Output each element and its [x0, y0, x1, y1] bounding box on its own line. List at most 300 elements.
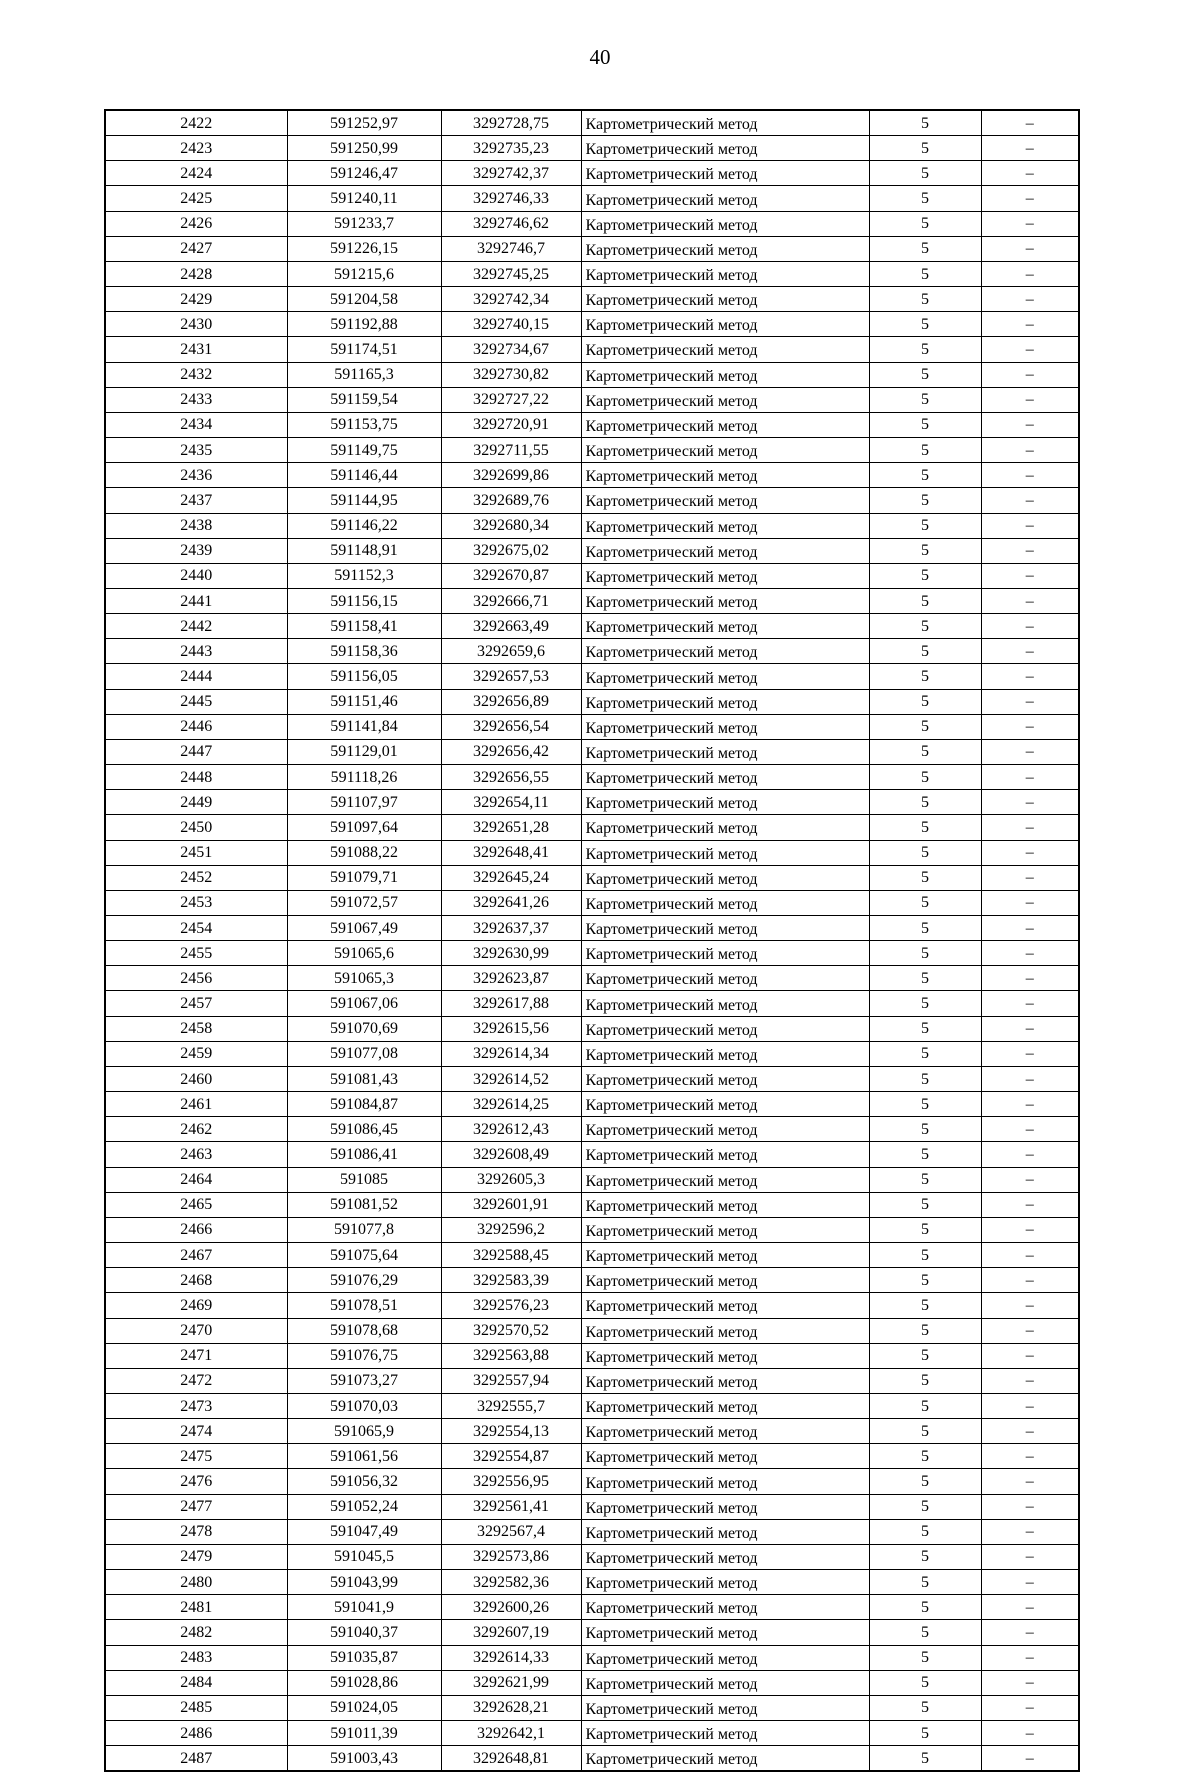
accuracy-cell: 5 [869, 1142, 981, 1167]
description-cell: – [981, 563, 1079, 588]
accuracy-cell: 5 [869, 1117, 981, 1142]
table-row [105, 588, 1079, 613]
method-cell: Картометрический метод [581, 412, 869, 437]
description-cell: – [981, 890, 1079, 915]
method-cell: Картометрический метод [581, 1293, 869, 1318]
table-row [105, 387, 1079, 412]
accuracy-cell: 5 [869, 1268, 981, 1293]
accuracy-cell: 5 [869, 614, 981, 639]
description-cell: – [981, 1117, 1079, 1142]
method-cell: Картометрический метод [581, 1268, 869, 1293]
method-cell: Картометрический метод [581, 1167, 869, 1192]
point-number-cell: 2427 [105, 236, 287, 261]
method-cell: Картометрический метод [581, 1721, 869, 1746]
method-cell: Картометрический метод [581, 865, 869, 890]
point-number-cell: 2446 [105, 714, 287, 739]
accuracy-cell: 5 [869, 337, 981, 362]
table-row [105, 1117, 1079, 1142]
table-row [105, 1016, 1079, 1041]
x-coordinate-cell: 591088,22 [287, 840, 441, 865]
table-row [105, 991, 1079, 1016]
method-cell: Картометрический метод [581, 211, 869, 236]
method-cell: Картометрический метод [581, 387, 869, 412]
point-number-cell: 2479 [105, 1544, 287, 1569]
point-number-cell: 2464 [105, 1167, 287, 1192]
x-coordinate-cell: 591152,3 [287, 563, 441, 588]
y-coordinate-cell: 3292600,26 [441, 1595, 581, 1620]
table-row [105, 1645, 1079, 1670]
table-row [105, 1041, 1079, 1066]
accuracy-cell: 5 [869, 1343, 981, 1368]
point-number-cell: 2428 [105, 261, 287, 286]
x-coordinate-cell: 591035,87 [287, 1645, 441, 1670]
method-cell: Картометрический метод [581, 1142, 869, 1167]
accuracy-cell: 5 [869, 840, 981, 865]
description-cell: – [981, 488, 1079, 513]
point-number-cell: 2467 [105, 1243, 287, 1268]
accuracy-cell: 5 [869, 186, 981, 211]
description-cell: – [981, 312, 1079, 337]
table-row [105, 1620, 1079, 1645]
description-cell: – [981, 941, 1079, 966]
accuracy-cell: 5 [869, 1066, 981, 1091]
point-number-cell: 2435 [105, 438, 287, 463]
x-coordinate-cell: 591156,15 [287, 588, 441, 613]
description-cell: – [981, 865, 1079, 890]
accuracy-cell: 5 [869, 463, 981, 488]
method-cell: Картометрический метод [581, 161, 869, 186]
y-coordinate-cell: 3292641,26 [441, 890, 581, 915]
y-coordinate-cell: 3292617,88 [441, 991, 581, 1016]
accuracy-cell: 5 [869, 412, 981, 437]
point-number-cell: 2452 [105, 865, 287, 890]
table-row [105, 966, 1079, 991]
x-coordinate-cell: 591041,9 [287, 1595, 441, 1620]
method-cell: Картометрический метод [581, 110, 869, 136]
table-row [105, 563, 1079, 588]
description-cell: – [981, 161, 1079, 186]
point-number-cell: 2440 [105, 563, 287, 588]
y-coordinate-cell: 3292656,54 [441, 714, 581, 739]
table-row [105, 1293, 1079, 1318]
point-number-cell: 2465 [105, 1192, 287, 1217]
point-number-cell: 2439 [105, 538, 287, 563]
table-row [105, 211, 1079, 236]
y-coordinate-cell: 3292746,33 [441, 186, 581, 211]
method-cell: Картометрический метод [581, 1519, 869, 1544]
description-cell: – [981, 1268, 1079, 1293]
table-row [105, 765, 1079, 790]
description-cell: – [981, 815, 1079, 840]
point-number-cell: 2471 [105, 1343, 287, 1368]
y-coordinate-cell: 3292670,87 [441, 563, 581, 588]
point-number-cell: 2466 [105, 1217, 287, 1242]
method-cell: Картометрический метод [581, 1419, 869, 1444]
page-number: 40 [589, 45, 611, 69]
table-row [105, 840, 1079, 865]
y-coordinate-cell: 3292628,21 [441, 1695, 581, 1720]
description-cell: – [981, 1041, 1079, 1066]
y-coordinate-cell: 3292657,53 [441, 664, 581, 689]
table-row [105, 1142, 1079, 1167]
accuracy-cell: 5 [869, 865, 981, 890]
x-coordinate-cell: 591070,03 [287, 1393, 441, 1418]
point-number-cell: 2443 [105, 639, 287, 664]
accuracy-cell: 5 [869, 765, 981, 790]
accuracy-cell: 5 [869, 161, 981, 186]
accuracy-cell: 5 [869, 211, 981, 236]
description-cell: – [981, 991, 1079, 1016]
x-coordinate-cell: 591084,87 [287, 1092, 441, 1117]
method-cell: Картометрический метод [581, 966, 869, 991]
table-row [105, 1092, 1079, 1117]
table-row [105, 1570, 1079, 1595]
table-row [105, 1243, 1079, 1268]
y-coordinate-cell: 3292588,45 [441, 1243, 581, 1268]
x-coordinate-cell: 591047,49 [287, 1519, 441, 1544]
x-coordinate-cell: 591078,51 [287, 1293, 441, 1318]
accuracy-cell: 5 [869, 1368, 981, 1393]
description-cell: – [981, 362, 1079, 387]
description-cell: – [981, 1016, 1079, 1041]
point-number-cell: 2483 [105, 1645, 287, 1670]
accuracy-cell: 5 [869, 1016, 981, 1041]
method-cell: Картометрический метод [581, 689, 869, 714]
table-row [105, 689, 1079, 714]
point-number-cell: 2436 [105, 463, 287, 488]
y-coordinate-cell: 3292720,91 [441, 412, 581, 437]
accuracy-cell: 5 [869, 588, 981, 613]
table-row [105, 1217, 1079, 1242]
x-coordinate-cell: 591146,22 [287, 513, 441, 538]
description-cell: – [981, 412, 1079, 437]
x-coordinate-cell: 591075,64 [287, 1243, 441, 1268]
point-number-cell: 2434 [105, 412, 287, 437]
x-coordinate-cell: 591056,32 [287, 1469, 441, 1494]
y-coordinate-cell: 3292746,7 [441, 236, 581, 261]
accuracy-cell: 5 [869, 1393, 981, 1418]
y-coordinate-cell: 3292651,28 [441, 815, 581, 840]
method-cell: Картометрический метод [581, 1620, 869, 1645]
y-coordinate-cell: 3292727,22 [441, 387, 581, 412]
description-cell: – [981, 236, 1079, 261]
point-number-cell: 2486 [105, 1721, 287, 1746]
accuracy-cell: 5 [869, 513, 981, 538]
method-cell: Картометрический метод [581, 840, 869, 865]
method-cell: Картометрический метод [581, 815, 869, 840]
x-coordinate-cell: 591226,15 [287, 236, 441, 261]
description-cell: – [981, 1293, 1079, 1318]
table-row [105, 261, 1079, 286]
point-number-cell: 2457 [105, 991, 287, 1016]
method-cell: Картометрический метод [581, 261, 869, 286]
table-row [105, 463, 1079, 488]
point-number-cell: 2456 [105, 966, 287, 991]
coordinates-table-body [105, 110, 1079, 1771]
point-number-cell: 2458 [105, 1016, 287, 1041]
description-cell: – [981, 1469, 1079, 1494]
accuracy-cell: 5 [869, 312, 981, 337]
table-row [105, 186, 1079, 211]
point-number-cell: 2480 [105, 1570, 287, 1595]
x-coordinate-cell: 591148,91 [287, 538, 441, 563]
method-cell: Картометрический метод [581, 1645, 869, 1670]
method-cell: Картометрический метод [581, 438, 869, 463]
x-coordinate-cell: 591086,45 [287, 1117, 441, 1142]
table-row [105, 236, 1079, 261]
x-coordinate-cell: 591252,97 [287, 110, 441, 136]
point-number-cell: 2463 [105, 1142, 287, 1167]
table-row [105, 1318, 1079, 1343]
method-cell: Картометрический метод [581, 588, 869, 613]
x-coordinate-cell: 591240,11 [287, 186, 441, 211]
point-number-cell: 2462 [105, 1117, 287, 1142]
method-cell: Картометрический метод [581, 614, 869, 639]
x-coordinate-cell: 591085 [287, 1167, 441, 1192]
table-row [105, 438, 1079, 463]
point-number-cell: 2433 [105, 387, 287, 412]
coordinates-table [104, 109, 1080, 1772]
table-row [105, 136, 1079, 161]
point-number-cell: 2474 [105, 1419, 287, 1444]
method-cell: Картометрический метод [581, 765, 869, 790]
accuracy-cell: 5 [869, 1318, 981, 1343]
accuracy-cell: 5 [869, 1494, 981, 1519]
description-cell: – [981, 211, 1079, 236]
accuracy-cell: 5 [869, 790, 981, 815]
description-cell: – [981, 1393, 1079, 1418]
method-cell: Картометрический метод [581, 488, 869, 513]
y-coordinate-cell: 3292742,37 [441, 161, 581, 186]
y-coordinate-cell: 3292656,42 [441, 739, 581, 764]
y-coordinate-cell: 3292735,23 [441, 136, 581, 161]
method-cell: Картометрический метод [581, 186, 869, 211]
y-coordinate-cell: 3292746,62 [441, 211, 581, 236]
description-cell: – [981, 1494, 1079, 1519]
x-coordinate-cell: 591146,44 [287, 463, 441, 488]
x-coordinate-cell: 591045,5 [287, 1544, 441, 1569]
y-coordinate-cell: 3292659,6 [441, 639, 581, 664]
x-coordinate-cell: 591076,75 [287, 1343, 441, 1368]
x-coordinate-cell: 591118,26 [287, 765, 441, 790]
accuracy-cell: 5 [869, 1444, 981, 1469]
description-cell: – [981, 186, 1079, 211]
point-number-cell: 2473 [105, 1393, 287, 1418]
description-cell: – [981, 1092, 1079, 1117]
accuracy-cell: 5 [869, 362, 981, 387]
y-coordinate-cell: 3292570,52 [441, 1318, 581, 1343]
table-row [105, 1519, 1079, 1544]
table-row [105, 1721, 1079, 1746]
accuracy-cell: 5 [869, 110, 981, 136]
point-number-cell: 2472 [105, 1368, 287, 1393]
method-cell: Картометрический метод [581, 1343, 869, 1368]
accuracy-cell: 5 [869, 714, 981, 739]
accuracy-cell: 5 [869, 916, 981, 941]
y-coordinate-cell: 3292621,99 [441, 1670, 581, 1695]
table-row [105, 890, 1079, 915]
description-cell: – [981, 916, 1079, 941]
table-row [105, 1167, 1079, 1192]
y-coordinate-cell: 3292689,76 [441, 488, 581, 513]
y-coordinate-cell: 3292573,86 [441, 1544, 581, 1569]
y-coordinate-cell: 3292608,49 [441, 1142, 581, 1167]
accuracy-cell: 5 [869, 538, 981, 563]
method-cell: Картометрический метод [581, 916, 869, 941]
x-coordinate-cell: 591073,27 [287, 1368, 441, 1393]
y-coordinate-cell: 3292576,23 [441, 1293, 581, 1318]
description-cell: – [981, 438, 1079, 463]
x-coordinate-cell: 591072,57 [287, 890, 441, 915]
description-cell: – [981, 689, 1079, 714]
description-cell: – [981, 1368, 1079, 1393]
method-cell: Картометрический метод [581, 362, 869, 387]
method-cell: Картометрический метод [581, 337, 869, 362]
table-row [105, 639, 1079, 664]
description-cell: – [981, 1544, 1079, 1569]
accuracy-cell: 5 [869, 1746, 981, 1772]
description-cell: – [981, 1066, 1079, 1091]
accuracy-cell: 5 [869, 941, 981, 966]
method-cell: Картометрический метод [581, 991, 869, 1016]
accuracy-cell: 5 [869, 1041, 981, 1066]
method-cell: Картометрический метод [581, 1444, 869, 1469]
x-coordinate-cell: 591043,99 [287, 1570, 441, 1595]
description-cell: – [981, 739, 1079, 764]
table-row [105, 312, 1079, 337]
description-cell: – [981, 1192, 1079, 1217]
point-number-cell: 2432 [105, 362, 287, 387]
table-row [105, 865, 1079, 890]
x-coordinate-cell: 591233,7 [287, 211, 441, 236]
y-coordinate-cell: 3292680,34 [441, 513, 581, 538]
method-cell: Картометрический метод [581, 714, 869, 739]
table-row [105, 538, 1079, 563]
y-coordinate-cell: 3292582,36 [441, 1570, 581, 1595]
x-coordinate-cell: 591052,24 [287, 1494, 441, 1519]
accuracy-cell: 5 [869, 966, 981, 991]
method-cell: Картометрический метод [581, 1092, 869, 1117]
accuracy-cell: 5 [869, 1519, 981, 1544]
point-number-cell: 2429 [105, 287, 287, 312]
y-coordinate-cell: 3292555,7 [441, 1393, 581, 1418]
x-coordinate-cell: 591028,86 [287, 1670, 441, 1695]
accuracy-cell: 5 [869, 1695, 981, 1720]
table-row [105, 664, 1079, 689]
y-coordinate-cell: 3292605,3 [441, 1167, 581, 1192]
x-coordinate-cell: 591077,08 [287, 1041, 441, 1066]
method-cell: Картометрический метод [581, 890, 869, 915]
y-coordinate-cell: 3292745,25 [441, 261, 581, 286]
method-cell: Картометрический метод [581, 1670, 869, 1695]
description-cell: – [981, 790, 1079, 815]
x-coordinate-cell: 591141,84 [287, 714, 441, 739]
accuracy-cell: 5 [869, 1419, 981, 1444]
description-cell: – [981, 1318, 1079, 1343]
description-cell: – [981, 538, 1079, 563]
x-coordinate-cell: 591061,56 [287, 1444, 441, 1469]
description-cell: – [981, 513, 1079, 538]
point-number-cell: 2438 [105, 513, 287, 538]
y-coordinate-cell: 3292699,86 [441, 463, 581, 488]
y-coordinate-cell: 3292637,37 [441, 916, 581, 941]
x-coordinate-cell: 591215,6 [287, 261, 441, 286]
point-number-cell: 2447 [105, 739, 287, 764]
accuracy-cell: 5 [869, 639, 981, 664]
table-row [105, 513, 1079, 538]
y-coordinate-cell: 3292612,43 [441, 1117, 581, 1142]
table-row [105, 1444, 1079, 1469]
accuracy-cell: 5 [869, 1570, 981, 1595]
point-number-cell: 2423 [105, 136, 287, 161]
accuracy-cell: 5 [869, 1595, 981, 1620]
x-coordinate-cell: 591077,8 [287, 1217, 441, 1242]
table-row [105, 412, 1079, 437]
description-cell: – [981, 287, 1079, 312]
y-coordinate-cell: 3292554,87 [441, 1444, 581, 1469]
description-cell: – [981, 1243, 1079, 1268]
x-coordinate-cell: 591204,58 [287, 287, 441, 312]
description-cell: – [981, 1167, 1079, 1192]
method-cell: Картометрический метод [581, 639, 869, 664]
accuracy-cell: 5 [869, 1167, 981, 1192]
x-coordinate-cell: 591079,71 [287, 865, 441, 890]
x-coordinate-cell: 591158,41 [287, 614, 441, 639]
y-coordinate-cell: 3292596,2 [441, 1217, 581, 1242]
x-coordinate-cell: 591024,05 [287, 1695, 441, 1720]
accuracy-cell: 5 [869, 1670, 981, 1695]
description-cell: – [981, 136, 1079, 161]
description-cell: – [981, 588, 1079, 613]
x-coordinate-cell: 591156,05 [287, 664, 441, 689]
table-row [105, 614, 1079, 639]
table-row [105, 1419, 1079, 1444]
table-row [105, 1695, 1079, 1720]
accuracy-cell: 5 [869, 261, 981, 286]
table-row [105, 362, 1079, 387]
x-coordinate-cell: 591078,68 [287, 1318, 441, 1343]
point-number-cell: 2468 [105, 1268, 287, 1293]
table-row [105, 1192, 1079, 1217]
y-coordinate-cell: 3292614,33 [441, 1645, 581, 1670]
description-cell: – [981, 1721, 1079, 1746]
accuracy-cell: 5 [869, 689, 981, 714]
point-number-cell: 2451 [105, 840, 287, 865]
accuracy-cell: 5 [869, 739, 981, 764]
y-coordinate-cell: 3292561,41 [441, 1494, 581, 1519]
point-number-cell: 2477 [105, 1494, 287, 1519]
method-cell: Картометрический метод [581, 1469, 869, 1494]
y-coordinate-cell: 3292730,82 [441, 362, 581, 387]
y-coordinate-cell: 3292740,15 [441, 312, 581, 337]
method-cell: Картометрический метод [581, 1595, 869, 1620]
table-row [105, 1670, 1079, 1695]
y-coordinate-cell: 3292675,02 [441, 538, 581, 563]
point-number-cell: 2437 [105, 488, 287, 513]
method-cell: Картометрический метод [581, 236, 869, 261]
method-cell: Картометрический метод [581, 1192, 869, 1217]
table-row [105, 714, 1079, 739]
accuracy-cell: 5 [869, 136, 981, 161]
method-cell: Картометрический метод [581, 1368, 869, 1393]
point-number-cell: 2487 [105, 1746, 287, 1772]
point-number-cell: 2425 [105, 186, 287, 211]
description-cell: – [981, 261, 1079, 286]
x-coordinate-cell: 591040,37 [287, 1620, 441, 1645]
x-coordinate-cell: 591011,39 [287, 1721, 441, 1746]
method-cell: Картометрический метод [581, 136, 869, 161]
description-cell: – [981, 1419, 1079, 1444]
